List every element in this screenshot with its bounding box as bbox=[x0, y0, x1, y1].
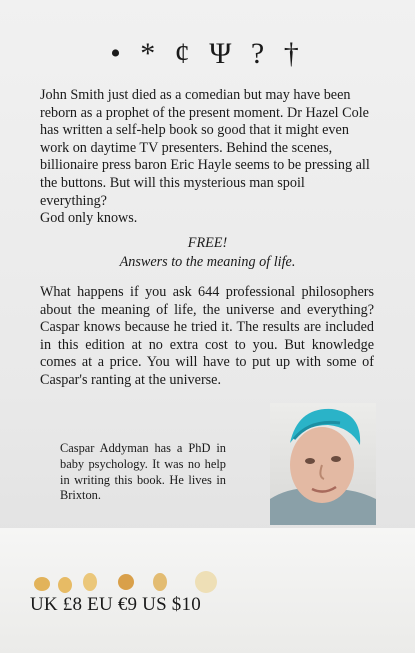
free-heading: FREE! bbox=[187, 235, 228, 251]
blurb bbox=[40, 87, 374, 228]
symbol-row: • * ¢ Ψ ? † bbox=[110, 37, 305, 70]
free-offer bbox=[0, 234, 415, 272]
free-subtitle: Answers to the meaning of life. bbox=[119, 254, 296, 270]
author-photo bbox=[270, 403, 376, 525]
price-line: UK £8 EU €9 US $10 bbox=[30, 594, 201, 615]
blurb-tagline: God only knows. bbox=[40, 210, 138, 227]
blurb-paragraph: John Smith just died as a comedian but may have been reborn as a prophet of the present moment. Dr Hazel Cole has written a self-help book so good that it might even work on daytime TV presenters. Behind the scenes, billionaire press baron Eric Hayle seems to be pressing all the buttons. But will this mysterious man spoil everything? bbox=[40, 87, 370, 209]
author-bio: Caspar Addyman has a PhD in baby psychology. It was no help in writing this book. He lives in Brixton. bbox=[60, 441, 226, 503]
author-portrait-image bbox=[270, 403, 376, 525]
philosophers-paragraph: What happens if you ask 644 professional philosophers about the meaning of life, the universe and everything? Caspar knows because he tried it. The results are included in this edition at no extra cost to you. But knowledge comes at a price. You will have to put up with some of Caspar's ranting at the universe. bbox=[40, 284, 374, 388]
